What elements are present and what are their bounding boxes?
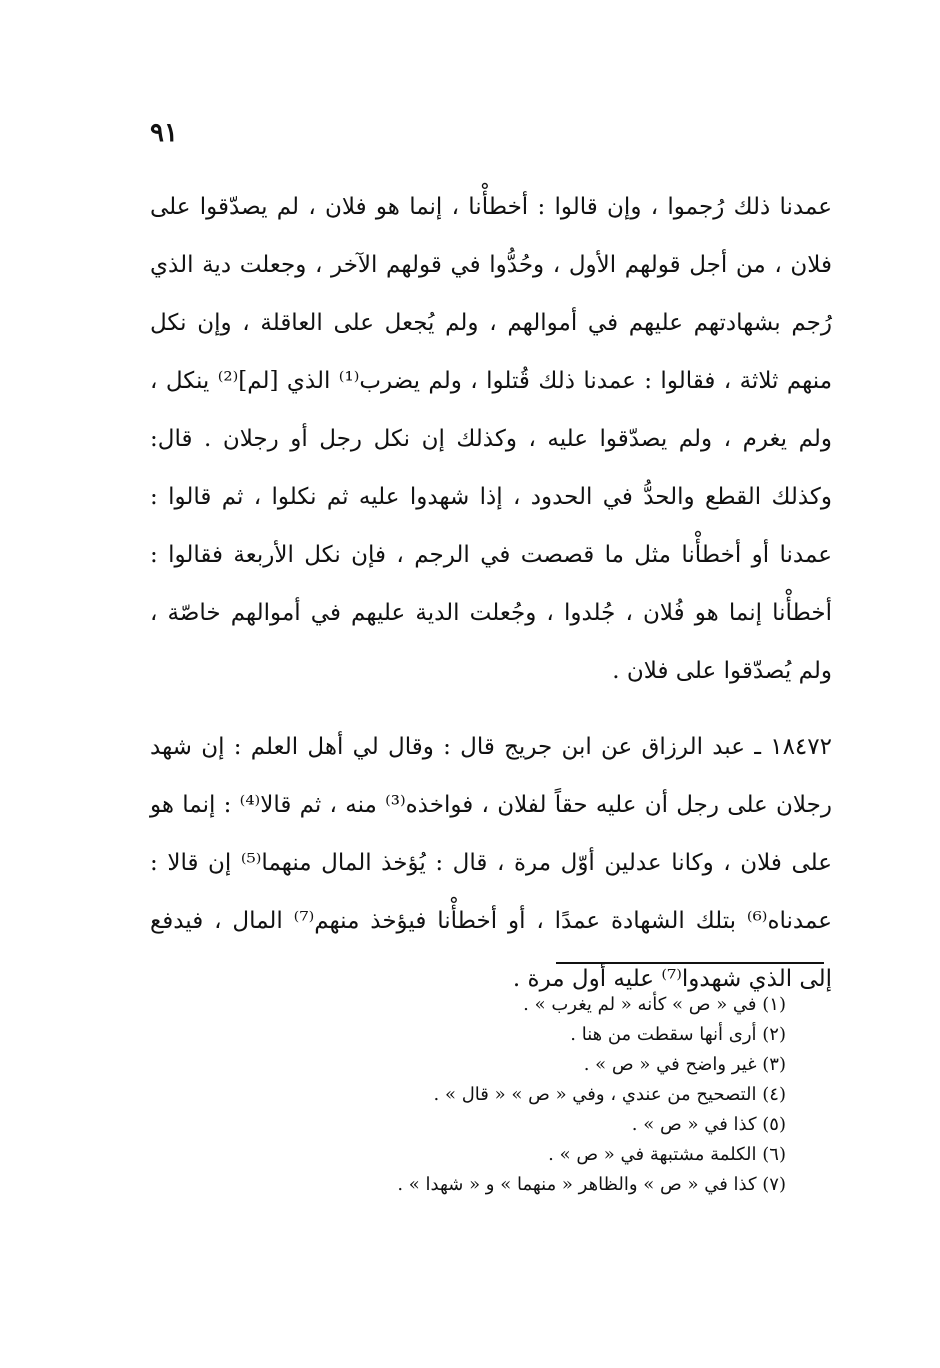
footnote-3: (٣) غير واضح في « ص » .: [583, 1054, 786, 1075]
main-text: [150, 178, 832, 1008]
footnote-5: (٥) كذا في « ص » .: [631, 1114, 786, 1135]
footnote-7: (٧) كذا في « ص » والظاهر « منهما » و « شهدا » .: [397, 1174, 786, 1195]
page-number: ٩١: [150, 118, 178, 148]
footnote-divider: [556, 962, 824, 964]
footnote-1: (١) في « ص » كأنه « لم يغرب » .: [523, 994, 786, 1015]
body-paragraph-2: ١٨٤٧٢ ـ عبد الرزاق عن ابن جريج قال : وقال لي أهل العلم : إن شهد رجلان على رجل أن عليه حقاً لفلان ، فواخذه⁽³⁾ منه ، ثم قالا⁽⁴⁾ : إنما هو على فلان ، وكانا عدلين أوّل مرة ، قال : يُؤخذ المال منهما⁽⁵⁾ إن قالا : عمدناه⁽⁶⁾ بتلك الشهادة عمدًا ، أو أخطأْنا فيؤخذ منهم⁽⁷⁾ المال ، فيدفع إلى الذي شهدوا⁽⁷⁾ عليه أول مرة .: [150, 734, 832, 992]
footnote-2: (٢) أرى أنها سقطت من هنا .: [570, 1024, 786, 1045]
footnote-6: (٦) الكلمة مشتبهة في « ص » .: [548, 1144, 786, 1165]
footnotes: [300, 990, 786, 1200]
footnote-4: (٤) التصحيح من عندي ، وفي « ص » « قال » .: [433, 1084, 786, 1105]
body-paragraph-1: عمدنا ذلك رُجموا ، وإن قالوا : أخطأْنا ، إنما هو فلان ، لم يصدّقوا على فلان ، من أجل قولهم الأول ، وحُدُّوا في قولهم الآخر ، وجعلت دية الذي رُجم بشهادتهم عليهم في أموالهم ، ولم يُجعل على العاقلة ، وإن نكل منهم ثلاثة ، فقالوا : عمدنا ذلك قُتلوا ، ولم يضرب⁽¹⁾ الذي [لم]⁽²⁾ ينكل ، ولم يغرم ، ولم يصدّقوا عليه ، وكذلك إن نكل رجل أو رجلان . قال: وكذلك القطع والحدُّ في الحدود ، إذا شهدوا عليه ثم نكلوا ، ثم قالوا : عمدنا أو أخطأْنا مثل ما قصصت في الرجم ، فإن نكل الأربعة فقالوا : أخطأْنا إنما هو فُلان ، جُلدوا ، وجُعلت الدية عليهم في أموالهم خاصّة ، ولم يُصدّقوا على فلان .: [150, 194, 833, 684]
